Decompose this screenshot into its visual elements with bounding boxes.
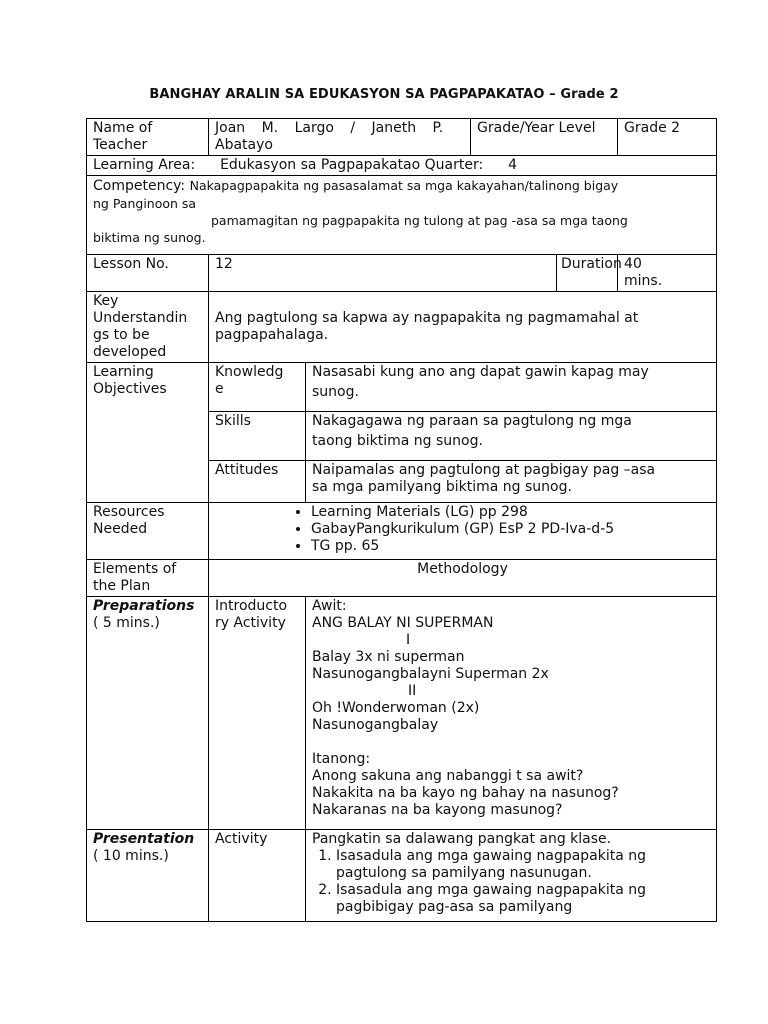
elements-label: Elements of the Plan	[87, 560, 209, 597]
song-title: ANG BALAY NI SUPERMAN	[312, 615, 494, 631]
presentation-step: 1. Isasadula ang mga gawaing nagpapakita ng pagtulong sa pamilyang nasunugan.	[336, 848, 710, 882]
attitudes-label: Attitudes	[209, 461, 306, 503]
teacher-row	[87, 119, 717, 156]
skills-label: Skills	[209, 412, 306, 461]
introductory-activity-label: Introducto ry Activity	[209, 597, 306, 830]
lesson-label: Lesson No.	[87, 255, 209, 292]
question-line: Anong sakuna ang nabanggi t sa awit?	[312, 768, 584, 784]
key-understandings-row	[87, 292, 717, 363]
teacher-value: Joan M. Largo / Janeth P. Abatayo	[209, 119, 471, 156]
question-label: Itanong:	[312, 751, 371, 767]
preparations-label: Preparations ( 5 mins.)	[87, 597, 209, 830]
grade-label: Grade/Year Level	[471, 119, 618, 156]
page-title: BANGHAY ARALIN SA EDUKASYON SA PAGPAPAKATAO – Grade 2	[149, 87, 619, 102]
song-line: Balay 3x ni superman	[312, 649, 465, 665]
attitudes-text: Naipamalas ang pagtulong at pagbigay pag –asa sa mga pamilyang biktima ng sunog.	[306, 461, 717, 503]
competency-row	[87, 176, 717, 255]
song-label: Awit:	[312, 598, 347, 614]
key-understandings-label: Key Understandin gs to be developed	[87, 292, 209, 363]
song-line: Oh !Wonderwoman (2x)	[312, 700, 480, 716]
lesson-plan-table	[86, 118, 717, 922]
lesson-row	[87, 255, 717, 292]
duration-label: Duration	[557, 255, 618, 292]
song-line: Nasunogangbalayni Superman 2x	[312, 666, 549, 682]
grade-value: Grade 2	[618, 119, 717, 156]
competency: Competency: Nakapagpapakita ng pasasalamat sa mga kakayahan/talinong bigay ng Panginoon sa pamamagitan ng pagpapakita ng tulong at pag -asa sa mga taong biktima ng sunog.	[87, 176, 717, 255]
resources-list-cell	[209, 503, 717, 560]
objective-knowledge-row	[87, 363, 717, 412]
presentation-steps	[312, 848, 710, 916]
resource-item: • TG pp. 65	[311, 538, 710, 555]
resources-row	[87, 503, 717, 560]
presentation-content: Pangkatin sa dalawang pangkat ang klase. 1. Isasadula ang mga gawaing nagpapakita ng pagtulong sa pamilyang nasunugan. 2. Isasadula ang mga gawaing nagpapakita ng pagbibigay pag-asa sa pamilyang	[306, 830, 717, 922]
key-understandings-text: Ang pagtulong sa kapwa ay nagpapakita ng pagmamahal at pagpapahalaga.	[209, 292, 717, 363]
question-line: Nakaranas na ba kayong masunog?	[312, 802, 563, 818]
elements-row	[87, 560, 717, 597]
presentation-row	[87, 830, 717, 922]
resource-item: • GabayPangkurikulum (GP) EsP 2 PD-Iva-d-5	[311, 521, 710, 538]
presentation-step: 2. Isasadula ang mga gawaing nagpapakita ng pagbibigay pag-asa sa pamilyang	[336, 882, 710, 916]
song-content	[306, 597, 717, 830]
presentation-activity-label: Activity	[209, 830, 306, 922]
duration-value: 40 mins.	[618, 255, 717, 292]
knowledge-text: Nasasabi kung ano ang dapat gawin kapag may sunog.	[306, 363, 717, 412]
learning-area: Learning Area: Edukasyon sa Pagpapakatao Quarter: 4	[87, 156, 717, 176]
knowledge-label: Knowledg e	[209, 363, 306, 412]
objectives-label: Learning Objectives	[87, 363, 209, 503]
song-verse-marker: II	[408, 683, 417, 699]
lesson-number: 12	[209, 255, 557, 292]
resources-label: Resources Needed	[87, 503, 209, 560]
song-verse-marker: I	[406, 632, 411, 648]
preparations-row	[87, 597, 717, 830]
teacher-label: Name of Teacher	[87, 119, 209, 156]
resource-item: • Learning Materials (LG) pp 298	[311, 504, 710, 521]
learning-area-row	[87, 156, 717, 176]
methodology-header: Methodology	[209, 560, 717, 597]
resources-list	[215, 504, 710, 555]
question-line: Nakakita na ba kayo ng bahay na nasunog?	[312, 785, 619, 801]
song-line: Nasunogangbalay	[312, 717, 439, 733]
skills-text: Nakagagawa ng paraan sa pagtulong ng mga taong biktima ng sunog.	[306, 412, 717, 461]
presentation-label: Presentation ( 10 mins.)	[87, 830, 209, 922]
